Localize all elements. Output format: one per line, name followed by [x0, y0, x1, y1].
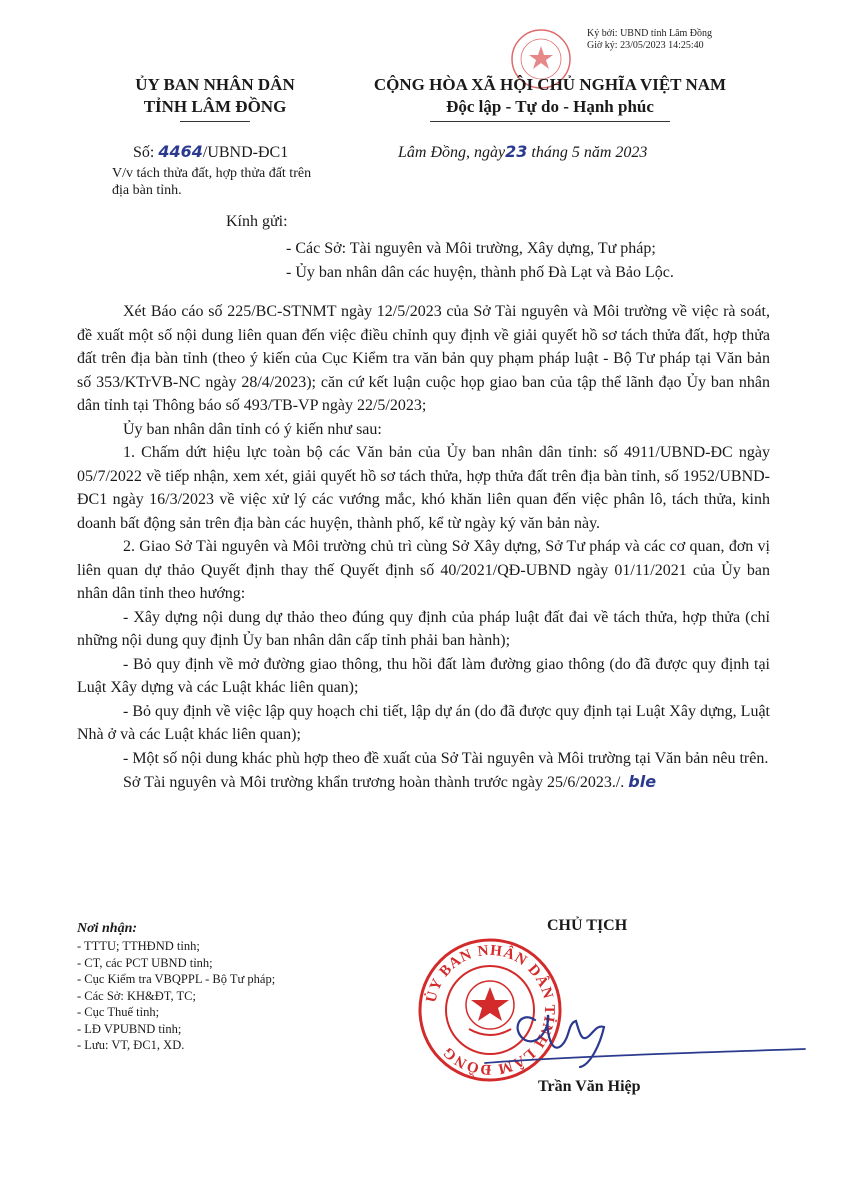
body-paragraph: - Bỏ quy định về việc lập quy hoạch chi tiết, lập dự án (do đã được quy định tại Luật Xây dựng, Luật Nhà ở và các Luật khác liên quan); — [77, 702, 770, 743]
signed-time: Giờ ký: 23/05/2023 14:25:40 — [587, 40, 704, 51]
doc-number-suffix: /UBND-ĐC1 — [202, 144, 289, 161]
date-prefix: Lâm Đồng, ngày — [398, 144, 506, 161]
national-motto — [345, 74, 755, 118]
body-final-paragraph — [77, 770, 770, 795]
recipients-list — [77, 920, 275, 1054]
signer-position: CHỦ TỊCH — [547, 917, 628, 934]
signed-by: Ký bởi: UBND tỉnh Lâm Đồng — [587, 28, 713, 39]
recipient-item: - TTTU; TTHĐND tỉnh; — [77, 939, 200, 953]
org-underline — [180, 121, 250, 122]
body-paragraph: 2. Giao Sở Tài nguyên và Môi trường chủ trì cùng Sở Xây dựng, Sở Tư pháp và các cơ quan, đơn vị liên quan dự thảo Quyết định thay thế Quyết định số 40/2021/QĐ-UBND ngày 01/11/2021 của Ủy ban nhân dân tỉnh theo hướng: — [77, 538, 770, 602]
recipients-title: Nơi nhận: — [77, 921, 138, 936]
doc-number-handwritten: 4464 — [158, 142, 203, 161]
nation-line1: CỘNG HÒA XÃ HỘI CHỦ NGHĨA VIỆT NAM — [373, 75, 727, 94]
document-body — [77, 300, 770, 795]
issue-date — [398, 142, 647, 162]
initials-handwritten: ble — [628, 772, 657, 791]
issuing-organization — [100, 74, 330, 118]
digital-signature-info — [587, 28, 712, 52]
org-line1: ỦY BAN NHÂN DÂN — [135, 75, 295, 94]
org-line2: TỈNH LÂM ĐỒNG — [143, 97, 287, 116]
nation-underline — [430, 121, 670, 122]
recipient-item: - Cục Thuế tỉnh; — [77, 1005, 160, 1019]
body-paragraph: - Xây dựng nội dung dự thảo theo đúng quy định của pháp luật đất đai về tách thửa, hợp thửa (chỉ những nội dung quy định Ủy ban nhân dân cấp tỉnh phải ban hành); — [77, 608, 770, 649]
body-final-text: Sở Tài nguyên và Môi trường khẩn trương hoàn thành trước ngày 25/6/2023./. — [123, 774, 625, 791]
recipient-item: - Cục Kiểm tra VBQPPL - Bộ Tư pháp; — [77, 972, 276, 986]
recipient-item: - Lưu: VT, ĐC1, XD. — [77, 1038, 185, 1052]
nation-line2: Độc lập - Tự do - Hạnh phúc — [446, 97, 654, 116]
body-paragraph: - Bỏ quy định về mở đường giao thông, thu hồi đất làm đường giao thông (do đã được quy định tại Luật Xây dựng và các Luật khác liên quan); — [77, 655, 770, 696]
body-paragraph: Xét Báo cáo số 225/BC-STNMT ngày 12/5/2023 của Sở Tài nguyên và Môi trường về việc rà soát, đề xuất một số nội dung liên quan đến việc điều chỉnh quy định về giải quyết hồ sơ tách thửa đất, hợp thửa đất trên địa bàn tỉnh (theo ý kiến của Cục Kiểm tra văn bản quy phạm pháp luật - Bộ Tư pháp tại Văn bản số 353/KTrVB-NC ngày 28/4/2023); căn cứ kết luận cuộc họp giao ban của tập thể lãnh đạo Ủy ban nhân dân tỉnh tại Thông báo số 493/TB-VP ngày 22/5/2023; — [77, 303, 770, 414]
signer-name: Trần Văn Hiệp — [538, 1078, 641, 1095]
svg-text:ỦY BAN NHÂN DÂN TỈNH LÂM ĐỒNG: ỦY BAN NHÂN DÂN TỈNH LÂM ĐỒNG — [423, 942, 558, 1078]
recipient-item: - LĐ VPUBND tỉnh; — [77, 1021, 182, 1036]
addressee-label: Kính gửi: — [226, 213, 288, 230]
body-paragraph: - Một số nội dung khác phù hợp theo đề xuất của Sở Tài nguyên và Môi trường tại Văn bản nêu trên. — [123, 749, 769, 767]
addressee-recipient: - Các Sở: Tài nguyên và Môi trường, Xây dựng, Tư pháp; — [286, 240, 656, 257]
recipient-item: - Các Sở: KH&ĐT, TC; — [77, 988, 196, 1003]
doc-number-prefix: Số: — [133, 144, 159, 161]
addressee-recipient: - Ủy ban nhân dân các huyện, thành phố Đà Lạt và Bảo Lộc. — [286, 264, 674, 281]
body-paragraph: 1. Chấm dứt hiệu lực toàn bộ các Văn bản của Ủy ban nhân dân tỉnh: số 4911/UBND-ĐC ngày 05/7/2022 về tiếp nhận, xem xét, giải quyết hồ sơ tách thửa, hợp thửa đất trên địa bàn tỉnh, số 1952/UBND-ĐC1 ngày 16/3/2023 về việc xử lý các vướng mắc, khó khăn liên quan đến việc phân lô, tách thửa, kinh doanh bất động sản trên địa bàn các huyện, thành phố, kể từ ngày ký văn bản này. — [77, 444, 770, 532]
document-number — [133, 142, 288, 162]
body-paragraph: Ủy ban nhân dân tỉnh có ý kiến như sau: — [123, 420, 382, 438]
recipient-item: - CT, các PCT UBND tỉnh; — [77, 955, 213, 970]
subject-line: V/v tách thửa đất, hợp thửa đất trên địa bàn tỉnh. — [112, 166, 312, 198]
date-suffix: tháng 5 năm 2023 — [527, 144, 648, 161]
handwritten-signature-icon — [480, 985, 810, 1075]
date-handwritten-day: 23 — [505, 142, 528, 161]
